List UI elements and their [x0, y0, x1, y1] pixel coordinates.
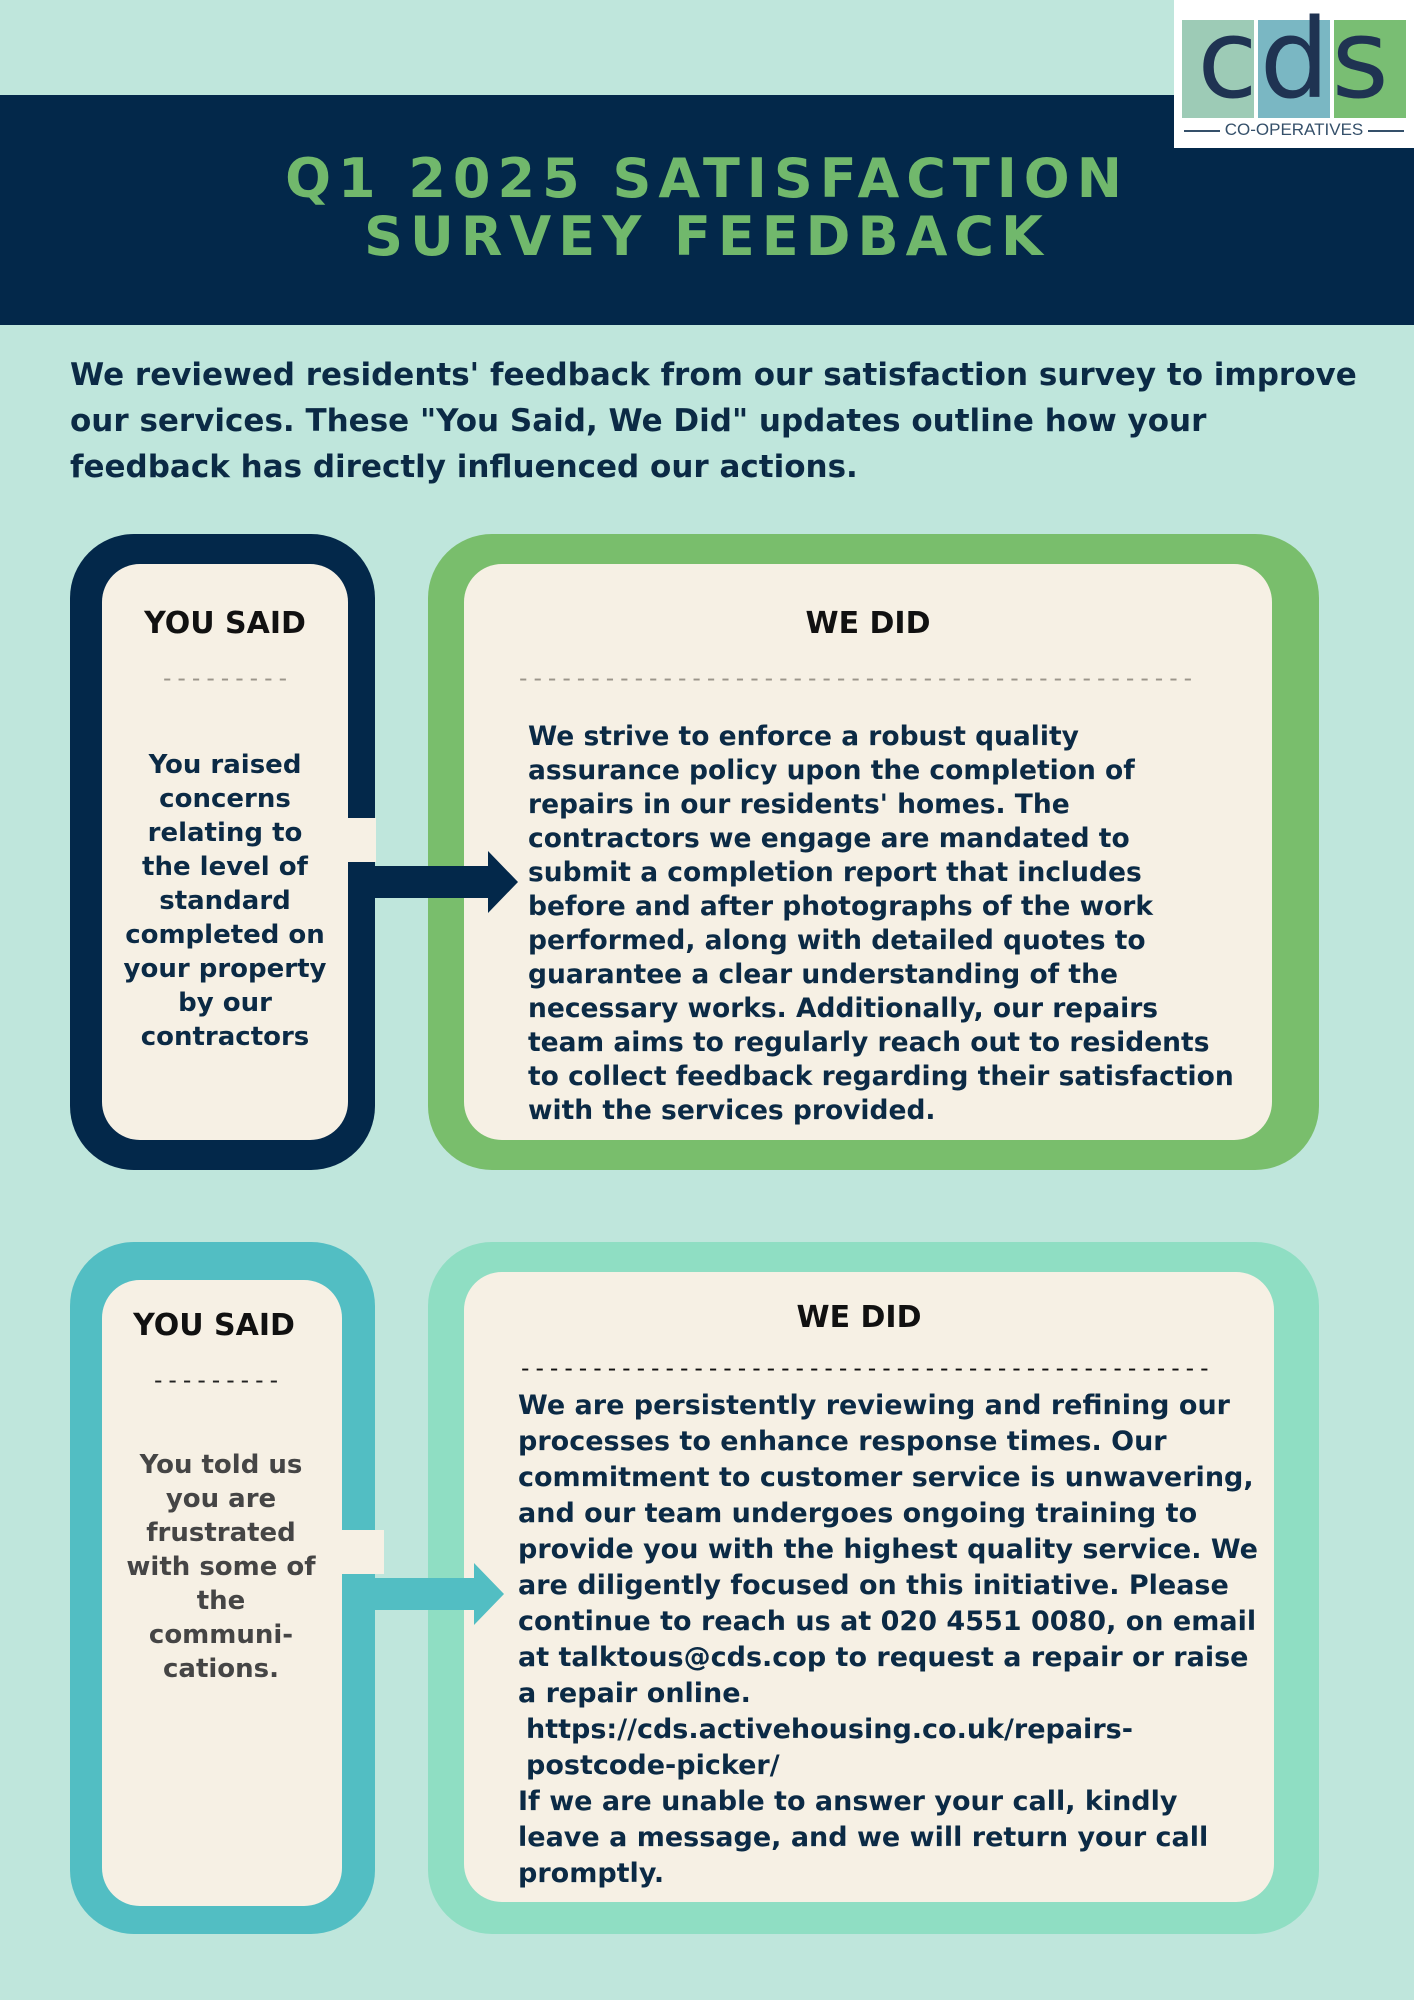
section2-you-said-heading: YOU SAID: [133, 1308, 295, 1343]
section2-arrow-shaft: [342, 1578, 476, 1610]
logo-subtitle: CO-OPERATIVES: [1174, 120, 1414, 140]
section2-connector-tab: [342, 1530, 384, 1574]
section1-we-did-divider: -----------------------------------------------: [516, 664, 1196, 692]
section1-you-said-panel: [102, 564, 348, 1140]
section1-you-said-text: You raised concerns relating to the level of standard completed on your property by our contractors: [123, 750, 327, 1052]
section2-we-did-body: We are persistently reviewing and refining our processes to enhance response times. Our commitment to customer service is unwavering, and our team undergoes ongoing training to provide you with the highest quality service. We are diligently focused on this initiative. Please continue to reach us at 020 4551 0080, on email at talktous@cds.cop to request a repair or raise a repair online.: [518, 1390, 1258, 1709]
section2-you-said-divider: ---------: [150, 1366, 282, 1394]
section2-we-did-divider: ------------------------------------------------: [518, 1354, 1212, 1382]
section2-you-said-text: You told us you are frustrated with some of the communi-cations.: [126, 1450, 316, 1684]
section1-you-said-heading: YOU SAID: [144, 606, 306, 641]
section2-repairs-link[interactable]: https://cds.activehousing.co.uk/repairs-postcode-picker/: [526, 1714, 1133, 1781]
section2-you-said-panel: [102, 1280, 342, 1906]
section2-we-did-closing: If we are unable to answer your call, kindly leave a message, and we will return your call promptly.: [518, 1786, 1209, 1889]
page-title-line-1: Q1 2025 SATISFACTION: [285, 147, 1129, 210]
cds-logo: [1174, 0, 1414, 148]
section1-we-did-text: We strive to enforce a robust quality assurance policy upon the completion of repairs in our residents' homes. The contractors we engage are mandated to submit a completion report that includes before and after photographs of the work performed, along with detailed quotes to guarantee a clear understanding of the necessary works. Additionally, our repairs team aims to regularly reach out to residents to collect feedback regarding their satisfaction with the services provided.: [528, 721, 1234, 1126]
section1-arrow-icon: [488, 851, 518, 913]
section1-we-did-panel: [464, 564, 1272, 1140]
logo-letters: cds: [1197, 0, 1391, 123]
intro-paragraph: We reviewed residents' feedback from our satisfaction survey to improve our services. These "You Said, We Did" updates outline how your feedback has directly influenced our actions.: [70, 357, 1357, 485]
section1-you-said-divider: ---------: [159, 664, 291, 692]
section2-we-did-panel: [464, 1272, 1274, 1902]
section1-we-did-heading: WE DID: [805, 606, 931, 641]
section2-we-did-text: [518, 1388, 1258, 1892]
section1-connector-tab: [348, 818, 376, 862]
section2-arrow-icon: [474, 1563, 504, 1625]
section1-arrow-shaft: [348, 866, 490, 898]
page-title: [0, 147, 1414, 268]
page-title-line-2: SURVEY FEEDBACK: [364, 205, 1050, 268]
section2-we-did-heading: WE DID: [796, 1300, 922, 1335]
